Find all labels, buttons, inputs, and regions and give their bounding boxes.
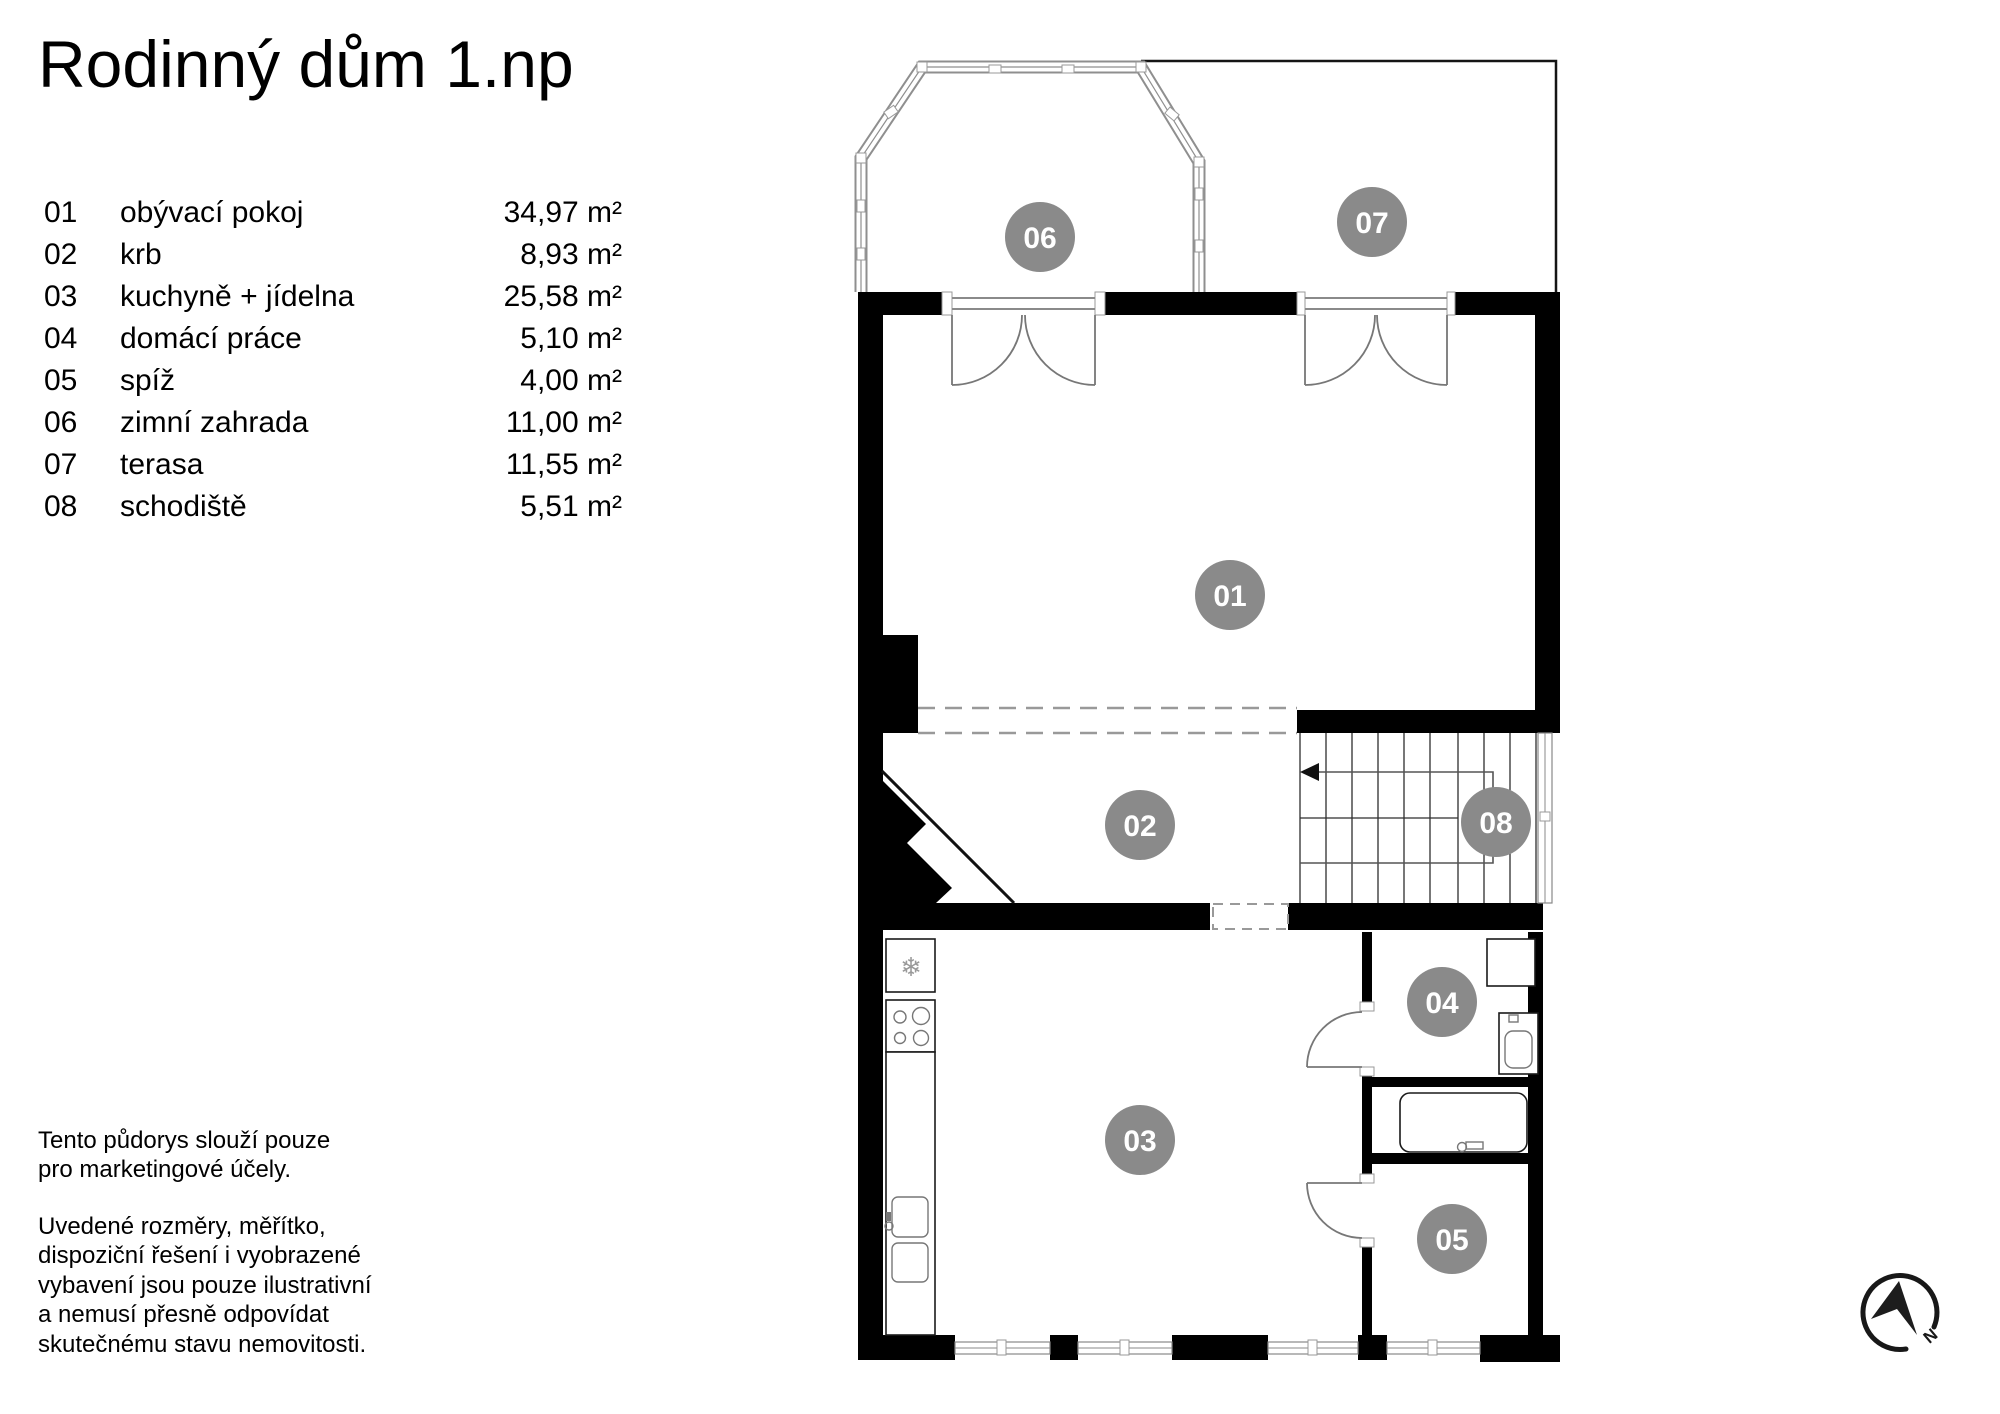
north-arrow-icon [1871,1281,1917,1335]
room-badge-01 [1195,560,1265,630]
room-number: 04 [44,322,78,355]
room-area: 5,51 m² [520,490,622,523]
room-area: 4,00 m² [520,364,622,397]
stairs-window [1538,733,1552,903]
room-name: krb [120,238,162,271]
fireplace [882,771,1014,903]
disclaimer-line: dispoziční řešení i vyobrazené [38,1242,361,1270]
room-number: 06 [44,406,78,439]
walls [858,292,1560,1362]
room-area: 8,93 m² [520,238,622,271]
room-badge-02 [1105,790,1175,860]
room-name: zimní zahrada [120,406,309,439]
room-area: 25,58 m² [503,280,622,313]
svg-text:01: 01 [1213,580,1247,613]
room-name: terasa [120,448,204,481]
room-area: 34,97 m² [503,196,622,229]
room-area: 11,00 m² [505,406,622,439]
north-label: N [1919,1324,1942,1348]
room-name: schodiště [120,490,247,523]
disclaimer-line: Tento půdorys slouží pouze [38,1127,331,1154]
kitchen-counter [886,1052,935,1335]
room-name: kuchyně + jídelna [120,280,355,313]
svg-text:06: 06 [1023,222,1057,255]
french-door-conservatory [942,292,1105,385]
room-number: 07 [44,448,78,481]
svg-text:07: 07 [1355,207,1389,240]
sink-faucet [886,1212,891,1221]
room-number: 08 [44,490,78,523]
room-badge-04 [1407,967,1477,1037]
room-badge-08 [1461,787,1531,857]
stove [886,1000,935,1052]
snowflake-icon: ❄ [900,952,922,982]
stair-direction-arrow [1300,763,1319,781]
disclaimer-line: a nemusí přesně odpovídat [38,1301,329,1329]
kitchen-fixtures [885,939,935,1335]
french-door-terrace [1297,292,1455,385]
disclaimer-line: vybavení jsou pouze ilustrativní [38,1271,372,1299]
room-area: 11,55 m² [505,448,622,481]
room-badge-06 [1005,202,1075,272]
utility-counter [1487,939,1535,986]
room-badge-05 [1417,1204,1487,1274]
room-number: 02 [44,238,78,271]
room-badge-07 [1337,187,1407,257]
svg-text:04: 04 [1425,987,1459,1020]
room-badge-03 [1105,1105,1175,1175]
disclaimer-line: pro marketingové účely. [38,1156,292,1184]
room-name: spíž [120,364,176,397]
room-name: domácí práce [120,322,302,355]
room-area: 5,10 m² [520,322,622,355]
svg-text:03: 03 [1123,1125,1157,1158]
room-number: 03 [44,280,78,313]
svg-text:05: 05 [1435,1224,1469,1257]
room-number: 01 [44,196,78,229]
disclaimer-line: Uvedené rozměry, měřítko, [38,1213,326,1240]
disclaimer-line: skutečnému stavu nemovitosti. [38,1330,367,1358]
dashed-opening-02-03 [1213,904,1288,929]
door-room05 [1307,1174,1374,1247]
room-number: 05 [44,364,78,397]
door-room04 [1307,1002,1374,1076]
north-compass [1863,1275,1941,1349]
svg-text:02: 02 [1123,810,1157,843]
page-title: Rodinný dům 1.np [38,27,574,101]
utility-fixtures [1400,939,1538,1152]
svg-text:08: 08 [1479,807,1513,840]
room-name: obývací pokoj [120,196,304,229]
